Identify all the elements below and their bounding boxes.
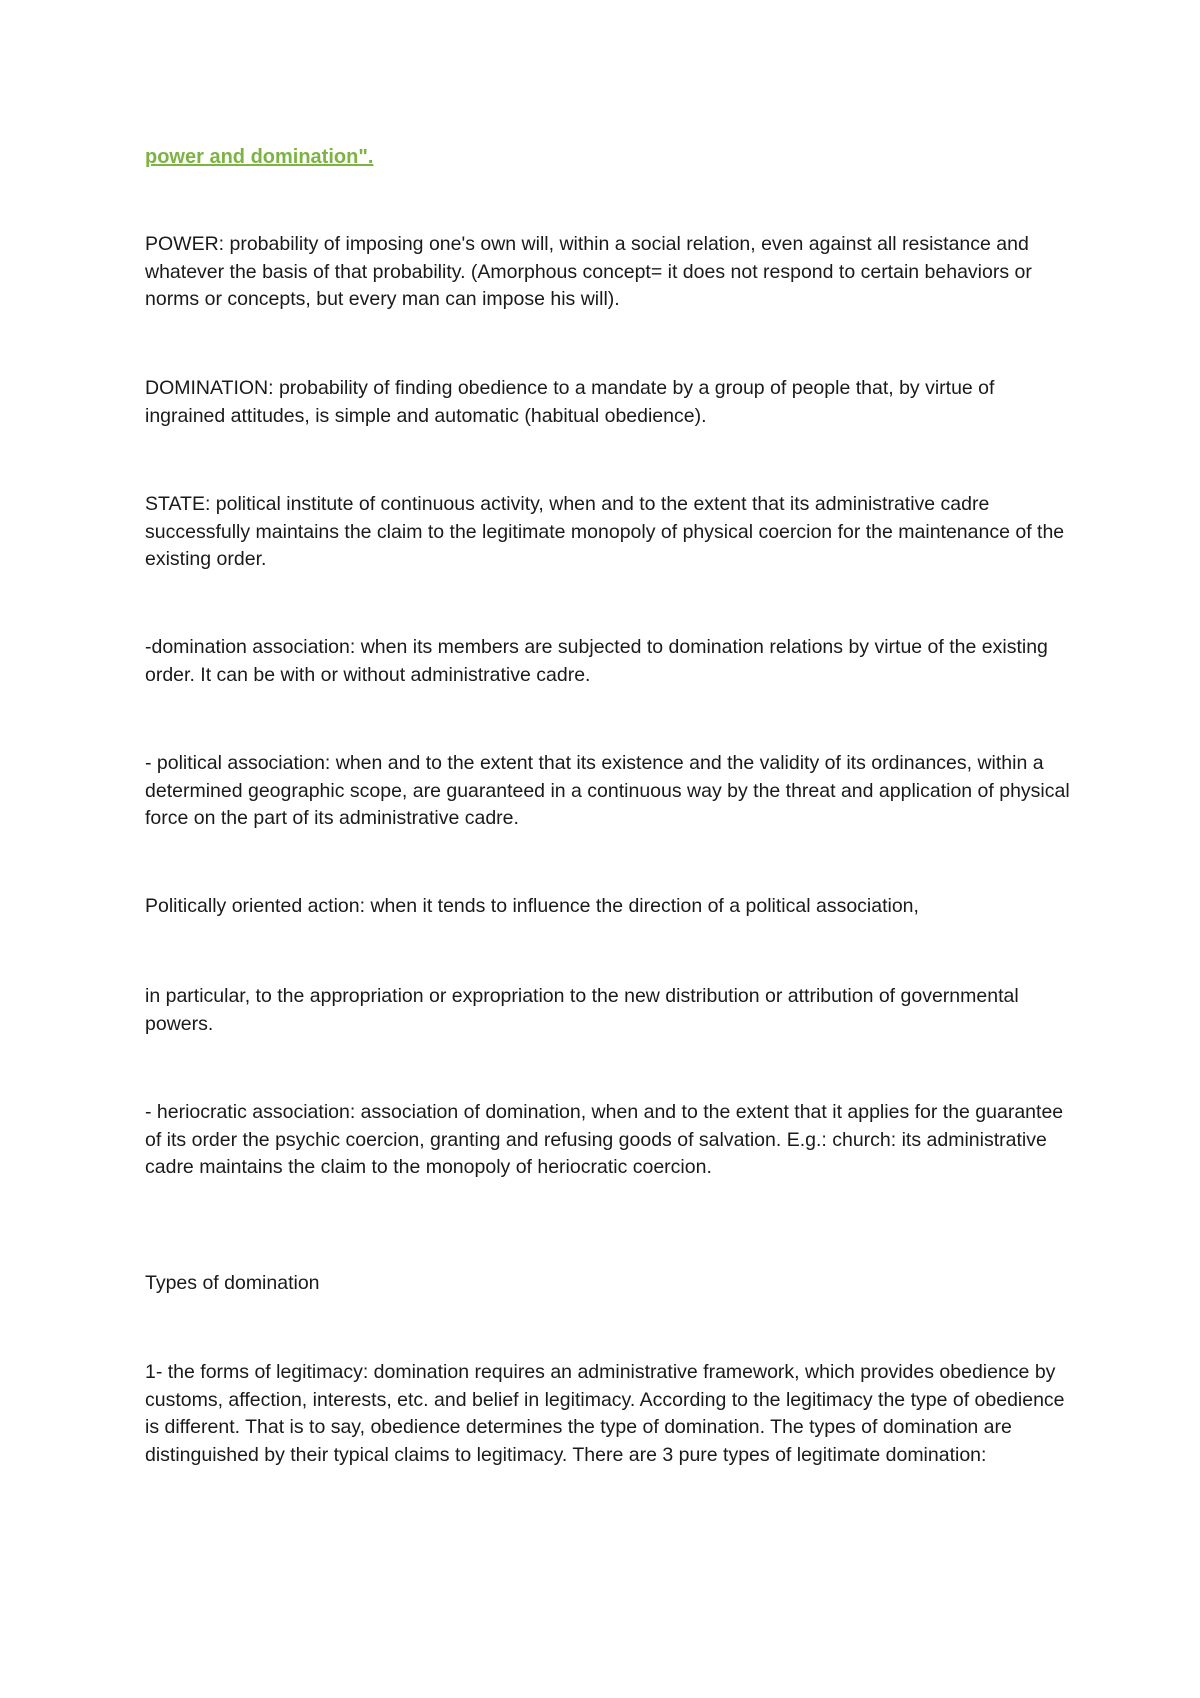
- paragraph-types-of-domination: Types of domination: [145, 1272, 320, 1294]
- paragraph-state: STATE: political institute of continuous activity, when and to the extent that its administrative cadre successfully maintains the claim to the legitimate monopoly of physical coercion for the maintenance of the existing order.: [145, 493, 1065, 570]
- paragraph-politically-oriented-action: Politically oriented action: when it tends to influence the direction of a political association,: [145, 895, 919, 917]
- paragraph-heriocratic-association: - heriocratic association: association of domination, when and to the extent that it applies for the guarantee of its order the psychic coercion, granting and refusing goods of salvation. E.g.: church: its administrative cadre maintains the claim to the monopoly of heriocratic coercion.: [145, 1101, 1064, 1178]
- paragraph-forms-of-legitimacy: 1- the forms of legitimacy: domination requires an administrative framework, which provides obedience by customs, affection, interests, etc. and belief in legitimacy. According to the legitimacy the type of obedience is different. That is to say, obedience determines the type of domination. The types of domination are distinguished by their typical claims to legitimacy. There are 3 pure types of legitimate domination:: [145, 1361, 1065, 1466]
- section-heading-link[interactable]: power and domination".: [145, 146, 374, 168]
- paragraph-domination-association: -domination association: when its members are subjected to domination relations by virtue of the existing order. It can be with or without administrative cadre.: [145, 636, 1048, 686]
- paragraph-political-association: - political association: when and to the extent that its existence and the validity of its ordinances, within a determined geographic scope, are guaranteed in a continuous way by the threat and application of physical force on the part of its administrative cadre.: [145, 752, 1070, 829]
- paragraph-governmental-powers: in particular, to the appropriation or expropriation to the new distribution or attribution of governmental powers.: [145, 985, 1019, 1035]
- paragraph-domination: DOMINATION: probability of finding obedience to a mandate by a group of people that, by virtue of ingrained attitudes, is simple and automatic (habitual obedience).: [145, 377, 995, 427]
- paragraph-power: POWER: probability of imposing one's own will, within a social relation, even against all resistance and whatever the basis of that probability. (Amorphous concept= it does not respond to certain behaviors or norms or concepts, but every man can impose his will).: [145, 233, 1032, 310]
